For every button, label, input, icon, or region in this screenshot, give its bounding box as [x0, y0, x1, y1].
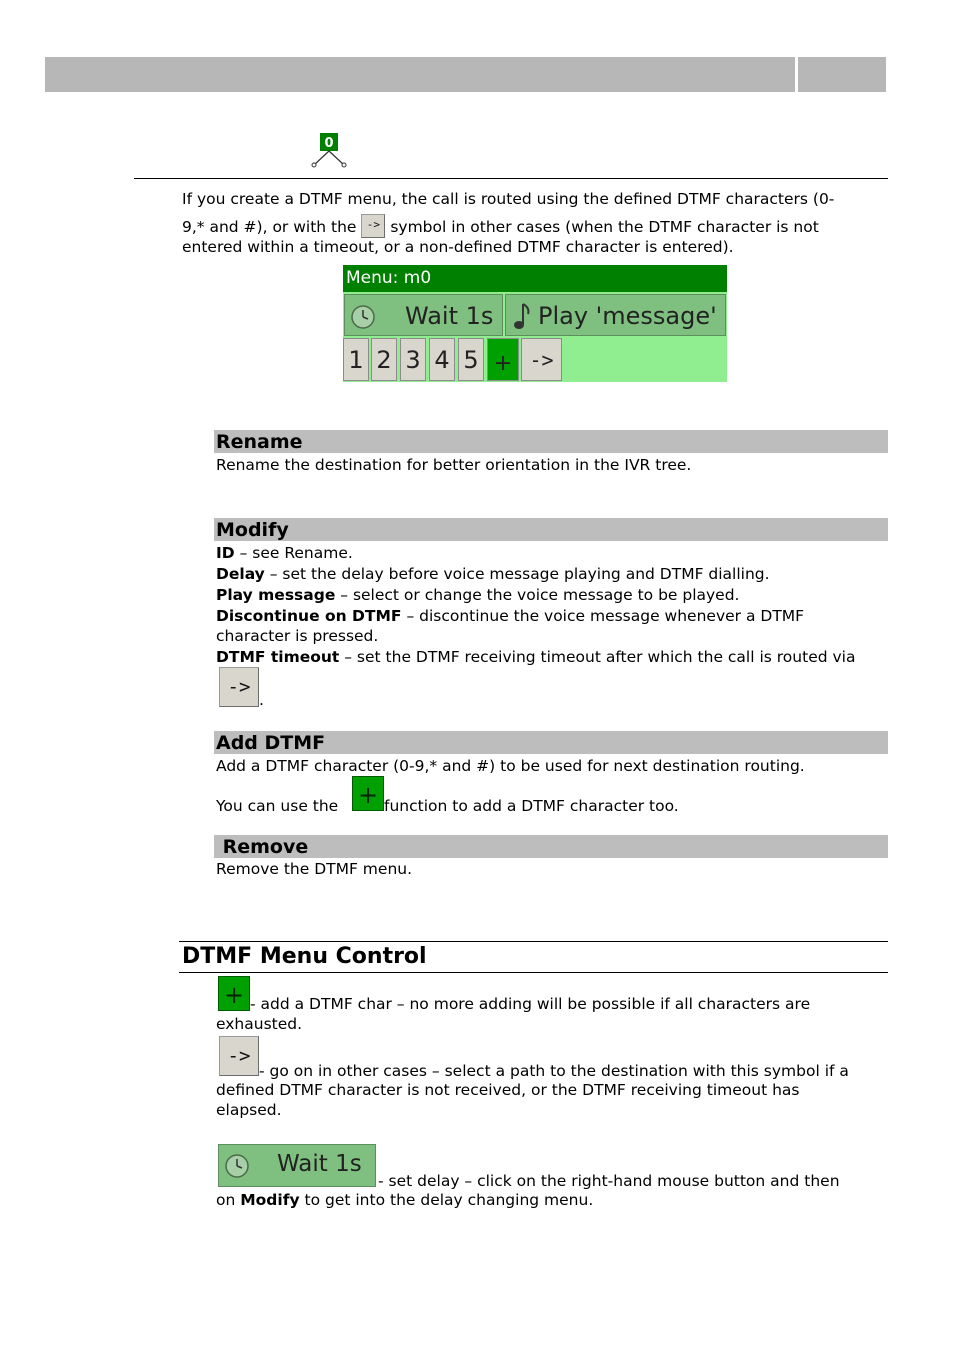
modify-disc-term: Discontinue on DTMF: [216, 607, 402, 625]
play-message-cell[interactable]: [505, 294, 726, 336]
control-wait-icon: [218, 1144, 376, 1187]
timeout-arrow-icon: ->: [219, 667, 259, 707]
modify-disc-line-2: character is pressed.: [216, 627, 379, 645]
control-wait-line-2-term: Modify: [240, 1191, 300, 1209]
section-rename-header: [214, 430, 888, 453]
control-title: DTMF Menu Control: [182, 944, 427, 969]
control-wait-line-2-before: on: [216, 1191, 241, 1209]
control-plus-icon: +: [218, 976, 250, 1011]
control-wait-line-1: - set delay – click on the right-hand mouse button and then: [378, 1172, 840, 1190]
modify-play-line: [216, 585, 740, 605]
section-remove-header: [214, 835, 888, 858]
modify-delay-line: [216, 564, 770, 584]
wait-cell[interactable]: [344, 294, 503, 336]
menu-title: Menu: m0: [343, 265, 727, 292]
control-wait-line-2-after: to get into the delay changing menu.: [299, 1191, 594, 1209]
add-dtmf-text: Add a DTMF character (0-9,* and #) to be used for next destination routing.: [216, 757, 805, 775]
modify-disc-text: – discontinue the voice message whenever a DTMF: [401, 607, 805, 625]
modify-delay-text: – set the delay before voice message playing and DTMF dialling.: [264, 565, 770, 583]
control-wait-line-2: [216, 1190, 593, 1210]
intro-line-3: entered within a timeout, or a non-defined DTMF character is entered).: [182, 238, 734, 256]
control-arrow-line-3: elapsed.: [216, 1101, 282, 1119]
timeout-end: .: [259, 691, 264, 709]
intro-line-2-after: symbol in other cases (when the DTMF character is not: [385, 218, 819, 236]
section-rename-title: Rename: [216, 431, 303, 453]
play-label: Play 'message': [538, 302, 717, 330]
header-bar-right: [798, 57, 886, 92]
add-dtmf-use-before: You can use the: [216, 797, 339, 815]
section-modify-header: [214, 518, 888, 541]
modify-id-text: – see Rename.: [234, 544, 353, 562]
plus-icon: +: [352, 776, 384, 811]
control-divider-bottom: [179, 972, 888, 973]
rename-text: Rename the destination for better orientation in the IVR tree.: [216, 456, 692, 474]
modify-id-line: [216, 543, 353, 563]
modify-timeout-text: – set the DTMF receiving timeout after which the call is routed via: [339, 648, 856, 666]
tree-node-label: 0: [324, 136, 334, 151]
modify-play-text: – select or change the voice message to be played.: [335, 586, 740, 604]
control-plus-line-2: exhausted.: [216, 1015, 303, 1033]
arrow-icon: ->: [361, 214, 385, 238]
control-arrow-icon: ->: [219, 1036, 259, 1076]
section-modify-title: Modify: [216, 519, 289, 541]
intro-line-2-before: 9,* and #), or with the: [182, 218, 362, 236]
dtmf-key-5[interactable]: 5: [458, 338, 484, 381]
dtmf-key-4[interactable]: 4: [429, 338, 455, 381]
music-note-icon: [512, 300, 532, 332]
control-arrow-line-2: defined DTMF character is not received, or the DTMF receiving timeout has: [216, 1081, 800, 1099]
modify-id-term: ID: [216, 544, 235, 562]
dtmf-key-3[interactable]: 3: [400, 338, 426, 381]
wait-label: Wait 1s: [405, 302, 494, 330]
intro-line-1: If you create a DTMF menu, the call is routed using the defined DTMF characters (0-: [182, 190, 835, 208]
control-wait-label: Wait 1s: [277, 1151, 362, 1177]
control-clock-icon: [224, 1153, 250, 1179]
remove-text: Remove the DTMF menu.: [216, 860, 413, 878]
dtmf-key-2[interactable]: 2: [371, 338, 397, 381]
section-add-dtmf-title: Add DTMF: [216, 732, 326, 754]
header-bar-left: [45, 57, 795, 92]
control-plus-line-1: - add a DTMF char – no more adding will be possible if all characters are: [250, 995, 811, 1013]
other-cases-arrow-button[interactable]: ->: [521, 338, 562, 381]
clock-icon: [350, 302, 376, 328]
control-arrow-line-1: - go on in other cases – select a path to the destination with this symbol if a: [259, 1062, 849, 1080]
dtmf-menu-widget: [343, 265, 727, 382]
section-remove-title: Remove: [216, 836, 309, 858]
modify-timeout-term: DTMF timeout: [216, 648, 340, 666]
ivr-tree-node-icon: [310, 132, 350, 170]
dtmf-key-1[interactable]: 1: [343, 338, 369, 381]
modify-delay-term: Delay: [216, 565, 265, 583]
modify-timeout-line: [216, 647, 855, 667]
top-divider: [134, 178, 888, 179]
section-add-dtmf-header: [214, 731, 888, 754]
add-dtmf-plus-button[interactable]: +: [487, 338, 519, 381]
modify-disc-line: [216, 606, 804, 626]
control-divider-top: [179, 941, 888, 942]
modify-play-term: Play message: [216, 586, 336, 604]
add-dtmf-use-after: function to add a DTMF character too.: [384, 797, 679, 815]
